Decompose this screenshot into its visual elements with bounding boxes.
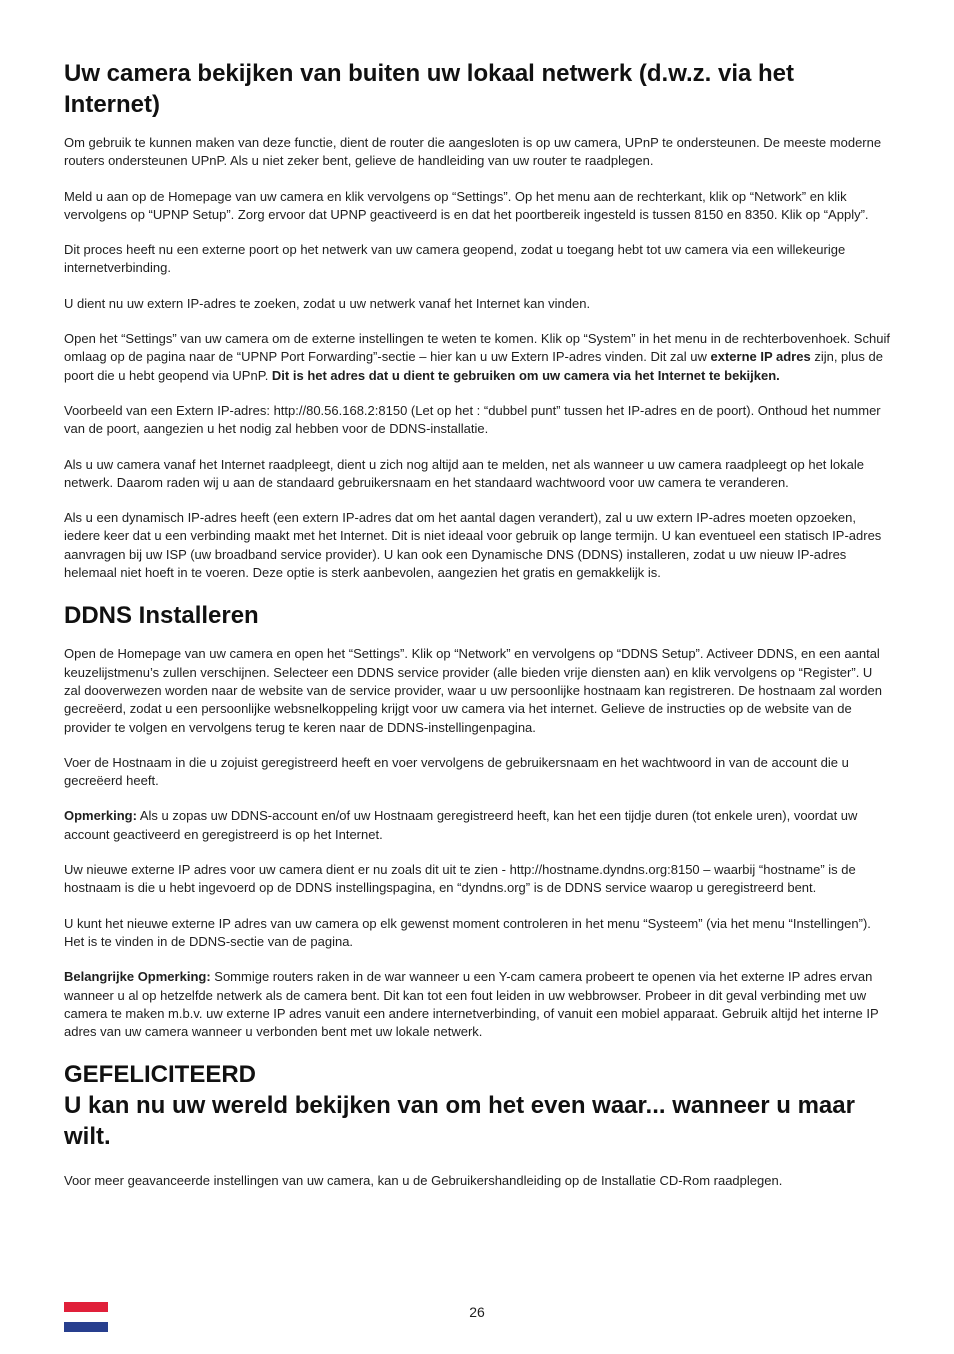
- paragraph-check-address: U kunt het nieuwe externe IP adres van uw camera op elk gewenst moment controleren in het menu “Systeem” (via het menu “Instellingen”). Het is te vinden in de DDNS-sectie van de pagina.: [64, 915, 871, 949]
- section-title-ddns: DDNS Installeren: [64, 602, 259, 630]
- congrats-line-1: GEFELICITEERD: [64, 1061, 257, 1089]
- page-number: 26: [469, 1304, 485, 1320]
- paragraph-ddns-setup: Open de Homepage van uw camera en open het “Settings”. Klik op “Network” en vervolgens op “DDNS Setup”. Activeer DDNS, en een aantal keuzelijstmenu’s zullen verschijnen. Selecteer een DDNS service provider (alle bieden vrije diensten aan) en klik vervolgens op “Register”. U zal dooverwezen worden naar de website van de service provider, waar u uw persoonlijke hostnaam kan registreren. De hostnaam zal worden gecreëerd, zodat u een persoonlijke websnelkoppeling krijgt voor uw camera via het internet. Gelieve de instructies op de website van de provider te volgen en vervolgens terug te keren naar de DDNS-instellingenpagina.: [64, 646, 882, 735]
- important-note-text: Sommige routers raken in de war wanneer u een Y-cam camera probeert te openen via het externe IP adres ervan wanneer u al op hetzelfde netwerk als de camera bent. Dit kan tot een fout leiden in uw webbrowser. Probeer in dit geval verbinding met uw camera te maken m.b.v. uw externe IP adres vanuit een andere internetverbinding, of vanuit een mobiel apparaat. Gebruik altijd het interne IP adres van uw camera wanneer u verbonden bent met uw lokale netwerk.: [64, 969, 879, 1040]
- paragraph-ip-example: Voorbeeld van een Extern IP-adres: http://80.56.168.2:8150 (Let op het : “dubbel punt” tussen het IP-adres en de poort). Onthoud het nummer van de poort, aangezien u het nodig zal hebben voor de DDNS-installatie.: [64, 402, 881, 437]
- important-note-label: Belangrijke Opmerking:: [64, 969, 211, 985]
- paragraph-external-ip: [64, 330, 892, 385]
- paragraph-find-ip: U dient nu uw extern IP-adres te zoeken, zodat u uw netwerk vanaf het Internet kan vinden.: [64, 295, 591, 311]
- note-text: Als u zopas uw DDNS-account en/of uw Hostnaam geregistreerd heeft, kan het een tijdje duren (tot enkele uren), voordat uw account geactiveerd en geregistreerd is op het Internet.: [64, 808, 858, 842]
- section-title-congratulations: [64, 1059, 892, 1152]
- paragraph-note: [64, 807, 892, 844]
- paragraph-advanced-settings: Voor meer geavanceerde instellingen van uw camera, kan u de Gebruikershandleiding op de Installatie CD-Rom raadplegen.: [64, 1173, 783, 1189]
- note-label: Opmerking:: [64, 808, 137, 824]
- congrats-line-2: U kan nu uw wereld bekijken van om het even waar... wanneer u maar wilt.: [64, 1092, 855, 1151]
- flag-stripe-blue: [64, 1322, 108, 1332]
- paragraph-important-note: [64, 968, 892, 1041]
- paragraph-new-address: Uw nieuwe externe IP adres voor uw camera dient er nu zoals dit uit te zien - http://hostname.dyndns.org:8150 – waarbij “hostname” is de hostnaam is die u hebt ingevoerd op de DDNS instellingspagina, en “dyndns.org” is de DDNS service waarop u geregistreerd bent.: [64, 862, 856, 896]
- paragraph-upnp-intro: Om gebruik te kunnen maken van deze functie, dient de router die aangesloten is op uw camera, UPnP te ondersteunen. De meeste moderne routers ondersteunen UPnP. Als u niet zeker bent, gelieve de handleiding van uw router te raadplegen.: [64, 135, 882, 169]
- paragraph-dynamic-ip: Als u een dynamisch IP-adres heeft (een extern IP-adres dat om het aantal dagen verandert), zal u uw extern IP-adres moeten opzoeken, iedere keer dat u een verbinding maakt met het Internet. Dit is niet ideaal voor gebruik op lange termijn. U kan eventueel een statisch IP-adres aanvragen bij uw ISP (uw broadband service provider). U kan ook een Dynamische DNS (DDNS) installeren, zodat u uw nieuw IP-adres helemaal niet hoeft in te voeren. Deze optie is sterk aanbevolen, aangezien het gratis en gemakkelijk is.: [64, 510, 882, 581]
- text: zijn, plus de poort die u hebt geopend via UPnP.: [64, 349, 883, 383]
- text: Open het “Settings” van uw camera om de externe instellingen te weten te komen. Klik op “System” in het menu in de rechterbovenhoek. Schuif omlaag op de pagina naar de “UPNP Port Forwarding”-sectie – hier kan u uw Extern IP-adres vinden. Dit zal uw: [64, 331, 890, 365]
- bold-text: Dit is het adres dat u dient te gebruiken om uw camera via het Internet te bekijken.: [271, 367, 780, 383]
- document-body: [64, 58, 892, 1191]
- paragraph-hostname-entry: Voer de Hostnaam in die u zojuist geregistreerd heeft en voer vervolgens de gebruikersnaam en het wachtwoord in van de account die u gecreëerd heeft.: [64, 754, 849, 789]
- section-title-internet-view: Uw camera bekijken van buiten uw lokaal netwerk (d.w.z. via het Internet): [64, 60, 795, 118]
- paragraph-port-opened: Dit proces heeft nu een externe poort op het netwerk van uw camera geopend, zodat u toegang hebt tot uw camera via een willekeurige internetverbinding.: [64, 242, 846, 276]
- paragraph-login-note: Als u uw camera vanaf het Internet raadpleegt, dient u zich nog altijd aan te melden, net als wanneer u uw camera raadpleegt op het lokale netwerk. Daarom raden wij u aan de standaard gebruikersnaam en het standaard wachtwoord voor uw camera te veranderen.: [64, 456, 864, 490]
- bold-text: externe IP adres: [710, 349, 811, 365]
- paragraph-upnp-setup: Meld u aan op de Homepage van uw camera en klik vervolgens op “Settings”. Op het menu aan de rechterkant, klik op “Network” en klik vervolgens op “UPNP Setup”. Zorg ervoor dat UPNP geactiveerd is en dat het poortbereik ingesteld is tussen 8150 en 8350. Klik op “Apply”.: [64, 188, 869, 222]
